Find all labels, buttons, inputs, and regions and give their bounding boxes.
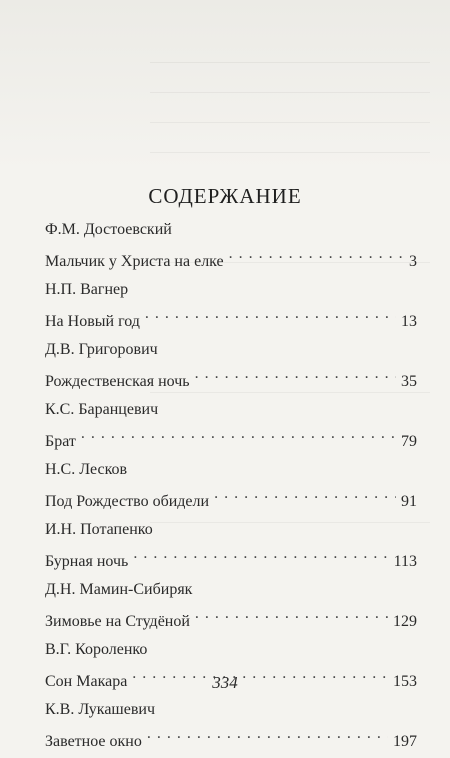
toc-page-number: 79 <box>401 433 417 450</box>
toc-story-title: Мальчик у Христа на елке <box>45 253 224 270</box>
toc-page-number: 3 <box>409 253 417 270</box>
toc-story-title: Брат <box>45 433 76 450</box>
toc-page-number: 35 <box>401 373 417 390</box>
toc-entry <box>45 218 417 270</box>
toc-entry <box>45 458 417 510</box>
dot-leader <box>147 722 388 746</box>
toc-line[interactable] <box>45 482 417 510</box>
toc-author: Д.Н. Мамин-Сибиряк <box>45 581 193 598</box>
toc-entry <box>45 278 417 330</box>
toc-story-title: Сон Макара <box>45 673 128 690</box>
show-through-shadow <box>0 0 450 170</box>
toc-page-number: 91 <box>401 493 417 510</box>
toc-author: И.Н. Потапенко <box>45 521 153 538</box>
page-number: 334 <box>212 673 238 692</box>
toc-story-title: На Новый год <box>45 313 140 330</box>
toc-author: Н.П. Вагнер <box>45 281 129 298</box>
toc-story-title: Бурная ночь <box>45 553 129 570</box>
toc-page-number: 197 <box>393 733 417 750</box>
toc-entry <box>45 578 417 630</box>
dot-leader <box>195 602 388 626</box>
page-title: СОДЕРЖАНИЕ <box>148 184 302 208</box>
show-through-line <box>150 122 430 123</box>
dot-leader <box>214 482 396 506</box>
toc-line[interactable] <box>45 422 417 450</box>
toc-author: Н.С. Лесков <box>45 461 128 478</box>
toc-entry <box>45 698 417 750</box>
toc-line[interactable] <box>45 542 417 570</box>
toc-entry <box>45 398 417 450</box>
toc-author: К.С. Баранцевич <box>45 401 159 418</box>
toc-line[interactable] <box>45 722 417 750</box>
dot-leader <box>195 362 396 386</box>
show-through-line <box>150 92 430 93</box>
toc-line[interactable] <box>45 602 417 630</box>
toc-author: Д.В. Григорович <box>45 341 158 358</box>
toc-line[interactable] <box>45 362 417 390</box>
dot-leader <box>145 302 396 326</box>
toc-line[interactable] <box>45 302 417 330</box>
toc-page-number: 113 <box>393 553 417 570</box>
toc-page-number: 153 <box>393 673 417 690</box>
toc-line[interactable] <box>45 242 417 270</box>
toc-author: Ф.М. Достоевский <box>45 221 172 238</box>
toc-story-title: Рождественская ночь <box>45 373 190 390</box>
toc-story-title: Заветное окно <box>45 733 142 750</box>
dot-leader <box>133 542 388 566</box>
show-through-line <box>150 62 430 63</box>
toc-entry <box>45 338 417 390</box>
toc-page-number: 13 <box>401 313 417 330</box>
toc-page-number: 129 <box>393 613 417 630</box>
dot-leader <box>81 422 396 446</box>
show-through-line <box>150 152 430 153</box>
dot-leader <box>229 242 404 266</box>
toc-author: К.В. Лукашевич <box>45 701 156 718</box>
toc-author: В.Г. Короленко <box>45 641 148 658</box>
toc-entry <box>45 518 417 570</box>
toc-story-title: Под Рождество обидели <box>45 493 210 510</box>
toc-story-title: Зимовье на Студёной <box>45 613 190 630</box>
